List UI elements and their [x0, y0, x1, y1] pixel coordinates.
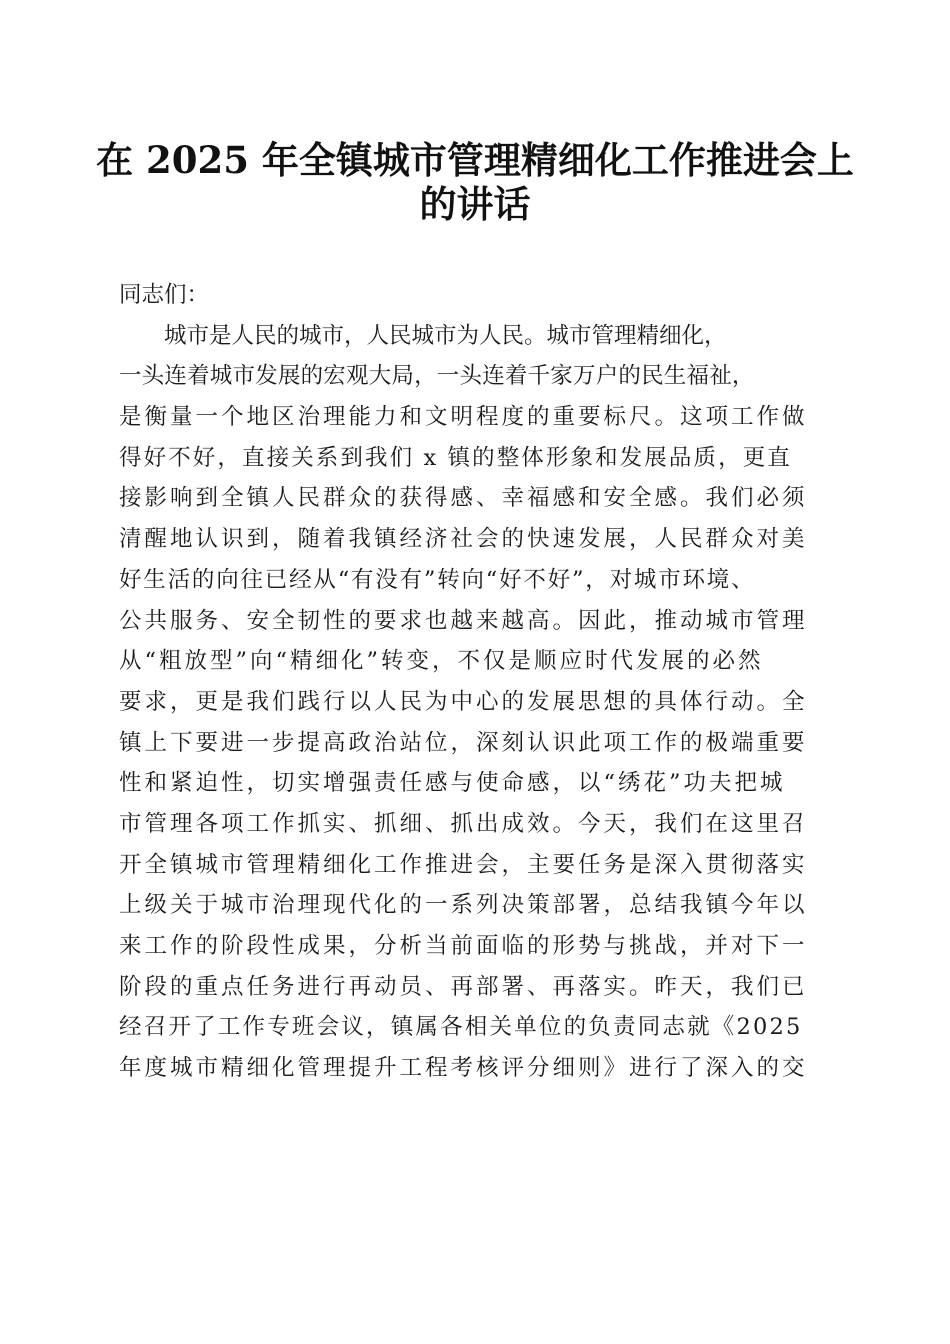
document-title: [80, 138, 870, 226]
paragraph-line: 城市是人民的城市，人民城市为人民。城市管理精细化，: [164, 322, 727, 349]
paragraph-line: 年度城市精细化管理提升工程考核评分细则》进行了深入的交: [119, 1055, 808, 1082]
paragraph-line: 阶段的重点任务进行再动员、再部署、再落实。昨天，我们已: [119, 973, 808, 1000]
speech-body: [119, 275, 839, 1089]
paragraph-line: 性和紧迫性，切实增强责任感与使命感，以“绣花”功夫把城: [119, 770, 786, 797]
paragraph-line: 一头连着城市发展的宏观大局，一头连着千家万户的民生福祉，: [119, 363, 755, 390]
paragraph-line: 上级关于城市治理现代化的一系列决策部署，总结我镇今年以: [119, 892, 808, 919]
title-line-1: 在 2025 年全镇城市管理精细化工作推进会上: [96, 138, 854, 182]
paragraph-line: 要求，更是我们践行以人民为中心的发展思想的具体行动。全: [119, 688, 808, 715]
paragraph-line: 市管理各项工作抓实、抓细、抓出成效。今天，我们在这里召: [119, 810, 808, 837]
paragraph-line: 镇上下要进一步提高政治站位，深刻认识此项工作的极端重要: [119, 729, 808, 756]
paragraph-line: 公共服务、安全韧性的要求也越来越高。因此，推动城市管理: [119, 607, 808, 634]
paragraph-line: 开全镇城市管理精细化工作推进会，主要任务是深入贯彻落实: [119, 851, 808, 878]
title-line-2: 的讲话: [419, 182, 531, 226]
paragraph-line: 经召开了工作专班会议，镇属各相关单位的负责同志就《2025: [119, 1014, 803, 1041]
salutation: 同志们：: [119, 282, 210, 308]
paragraph-line: 接影响到全镇人民群众的获得感、幸福感和安全感。我们必须: [119, 485, 808, 512]
paragraph-line: 从“粗放型”向“精细化”转变，不仅是顺应时代发展的必然: [119, 648, 764, 675]
paragraph-line: 来工作的阶段性成果，分析当前面临的形势与挑战，并对下一: [119, 933, 808, 959]
paragraph-line: 好生活的向往已经从“有没有”转向“好不好”，对城市环境、: [119, 566, 756, 593]
paragraph-line: 是衡量一个地区治理能力和文明程度的重要标尺。这项工作做: [119, 404, 808, 431]
paragraph-line: 清醒地认识到，随着我镇经济社会的快速发展，人民群众对美: [119, 526, 808, 553]
paragraph-line: 得好不好，直接关系到我们 x 镇的整体形象和发展品质，更直: [119, 444, 792, 471]
